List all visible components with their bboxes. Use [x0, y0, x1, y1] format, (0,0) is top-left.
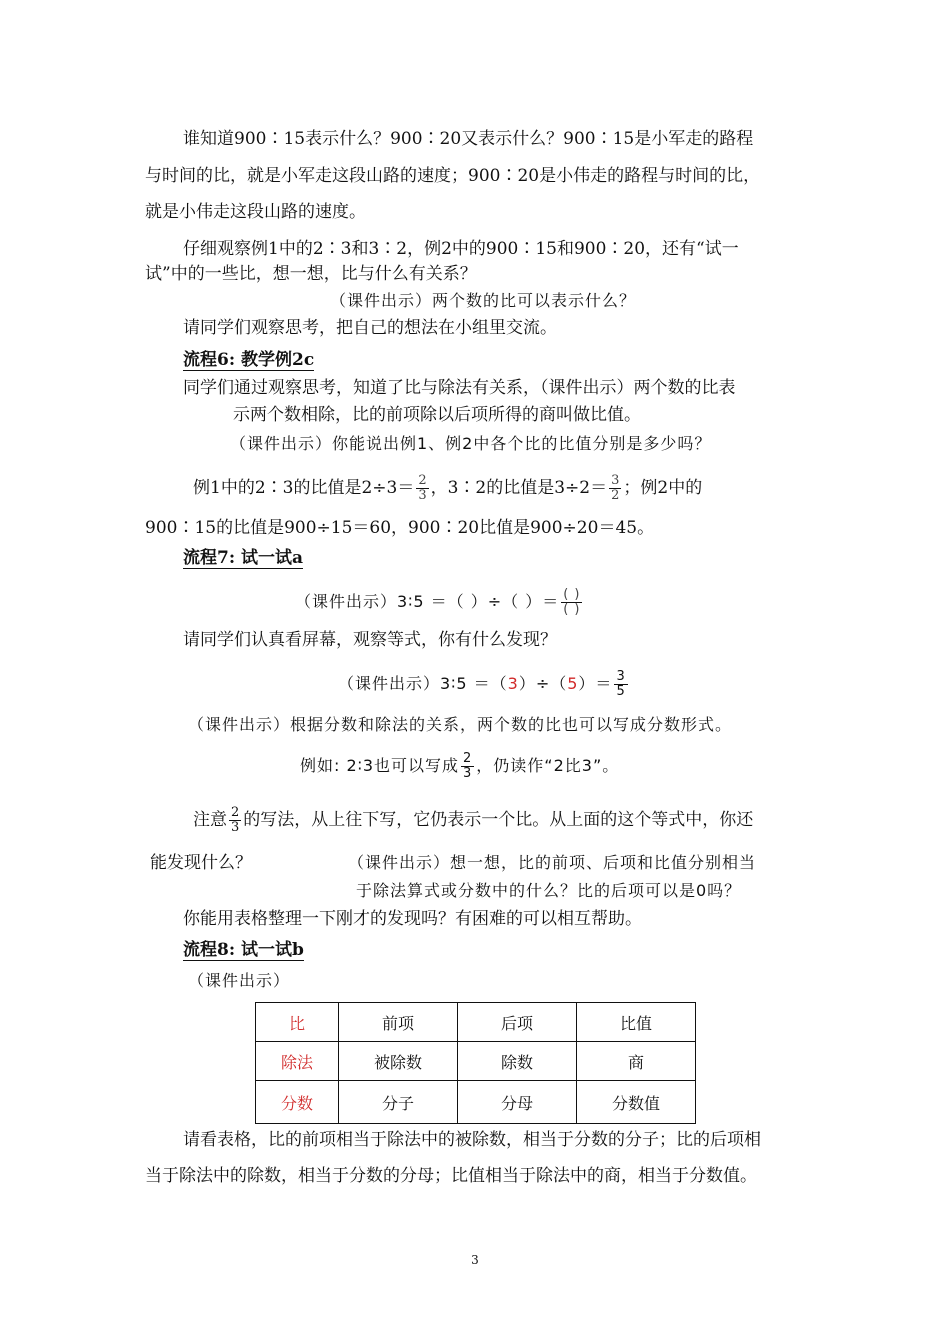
ratio-example-text: ，3∶2的比值是3÷2＝: [430, 478, 608, 498]
equation-filled: [338, 664, 630, 704]
paragraph-line: 900∶15的比值是900÷15＝60，900∶20比值是900÷20＝45。: [145, 518, 655, 538]
paragraph-line: 当于除法中的除数，相当于分数的分母；比值相当于除法中的商，相当于分数值。: [145, 1166, 757, 1186]
equation-text: ）＝: [578, 674, 613, 693]
section-title-flow6: 流程6: 教学例2c: [183, 350, 315, 370]
paragraph-line: 请同学们认真看屏幕，观察等式，你有什么发现？: [183, 630, 557, 650]
paragraph-line: 请看表格，比的前项相当于除法中的被除数，相当于分数的分子；比的后项相: [183, 1130, 761, 1150]
highlight-number: 3: [507, 674, 519, 693]
courseware-label: （课件出示）: [188, 971, 291, 990]
courseware-prompt: （课件出示）两个数的比可以表示什么？: [330, 291, 637, 310]
paragraph-line: 与时间的比，就是小军走这段山路的速度；900∶20是小伟走的路程与时间的比，: [145, 166, 761, 186]
courseware-prompt: （课件出示）你能说出例1、例2中各个比的比值分别是多少吗？: [230, 434, 712, 453]
paragraph-line: 同学们通过观察思考，知道了比与除法有关系，（课件出示）两个数的比表: [183, 378, 736, 398]
fraction-2-3: $\frac{2}{3}$: [418, 473, 427, 503]
table-cell: 被除数: [339, 1042, 458, 1081]
table-row: [256, 1003, 696, 1042]
table-row: [256, 1081, 696, 1124]
table-row-head: 比: [256, 1003, 339, 1042]
fraction-3-2: $\frac{3}{2}$: [611, 473, 620, 503]
example-line: [300, 746, 619, 786]
fraction-blank: $\frac{( )}{( )}$: [563, 587, 581, 617]
paragraph-line: 试”中的一些比，想一想，比与什么有关系？: [145, 264, 477, 284]
table-row-head: 除法: [256, 1042, 339, 1081]
note-text: 注意: [193, 810, 227, 830]
paragraph-line: 你能用表格整理一下刚才的发现吗？有困难的可以相互帮助。: [183, 909, 642, 929]
table-cell: 后项: [458, 1003, 577, 1042]
section-title-flow8: 流程8: 试一试b: [183, 940, 304, 960]
table-row: [256, 1042, 696, 1081]
page-number: 3: [471, 1253, 479, 1267]
paragraph-line: 就是小伟走这段山路的速度。: [145, 202, 366, 222]
example-text: ，仍读作“2比3”。: [476, 756, 620, 775]
example-text: 例如: 2∶3也可以写成: [300, 756, 460, 775]
courseware-prompt: （课件出示）想一想，比的前项、后项和比值分别相当: [348, 853, 757, 872]
paragraph-line: 请同学们观察思考，把自己的想法在小组里交流。: [183, 318, 557, 338]
table-cell: 分数值: [577, 1081, 696, 1124]
fraction-3-5: $\frac{3}{5}$: [616, 669, 626, 699]
table-cell: 分子: [339, 1081, 458, 1124]
table-row-head: 分数: [256, 1081, 339, 1124]
table-cell: 比值: [577, 1003, 696, 1042]
highlight-number: 5: [567, 674, 579, 693]
comparison-table: [255, 1002, 696, 1124]
paragraph-line: 仔细观察例1中的2∶3和3∶2，例2中的900∶15和900∶20，还有“试一: [183, 239, 739, 259]
fraction-2-3: $\frac{2}{3}$: [463, 751, 473, 781]
fraction-2-3: $\frac{2}{3}$: [231, 805, 240, 835]
paragraph-line: 谁知道900∶15表示什么？900∶20又表示什么？900∶15是小军走的路程: [183, 129, 754, 149]
courseware-prompt: 于除法算式或分数中的什么？比的后项可以是0吗？: [356, 881, 742, 900]
table-cell: 商: [577, 1042, 696, 1081]
ratio-example-text: 例1中的2∶3的比值是2÷3＝: [193, 478, 415, 498]
equation-text: （课件出示）3∶5 ＝（: [338, 674, 508, 693]
note-text: 的写法，从上往下写，它仍表示一个比。从上面的这个等式中，你还: [243, 810, 754, 830]
note-line: [193, 800, 753, 840]
table-cell: 前项: [339, 1003, 458, 1042]
paragraph-line: 能发现什么？: [150, 853, 252, 873]
courseware-prompt: （课件出示）根据分数和除法的关系，两个数的比也可以写成分数形式。: [188, 715, 733, 734]
ratio-example-text: ；例2中的: [623, 478, 703, 498]
section-title-flow7: 流程7: 试一试a: [183, 548, 304, 568]
ratio-example-line: [193, 468, 702, 508]
paragraph-line: 示两个数相除，比的前项除以后项所得的商叫做比值。: [233, 405, 641, 425]
equation-blank: [295, 582, 584, 622]
table-cell: 分母: [458, 1081, 577, 1124]
equation-text: （课件出示）3∶5 ＝（ ）÷（ ）＝: [295, 592, 560, 611]
equation-text: ）÷（: [518, 674, 568, 693]
table-cell: 除数: [458, 1042, 577, 1081]
